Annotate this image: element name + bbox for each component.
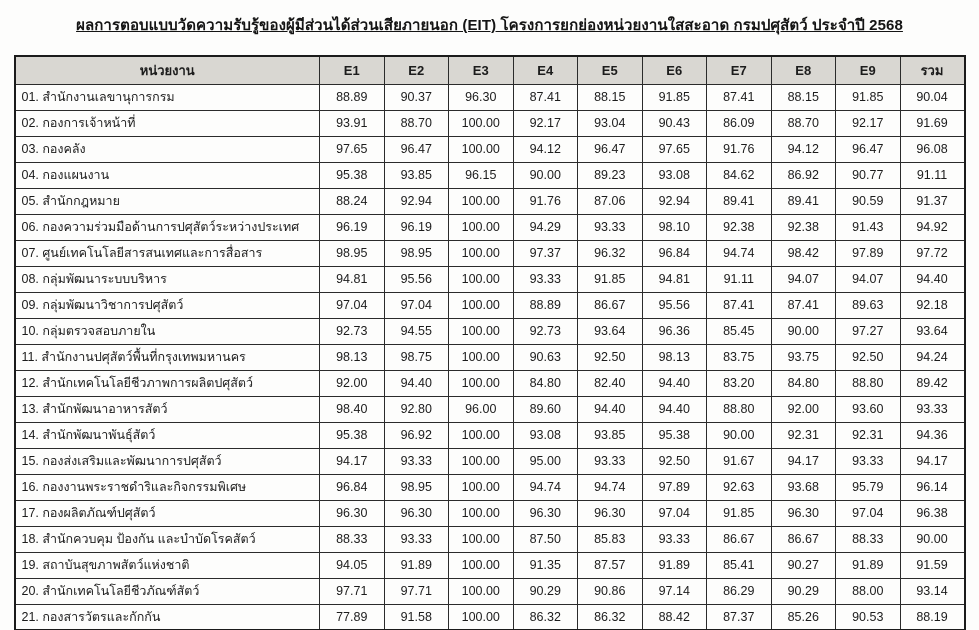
score-cell: 91.35 — [513, 552, 578, 578]
score-cell: 97.04 — [320, 292, 385, 318]
score-cell: 98.95 — [320, 240, 385, 266]
unit-name-cell: 21. กองสารวัตรและกักกัน — [15, 604, 320, 630]
table-header-row — [15, 56, 965, 84]
score-cell: 91.11 — [900, 162, 965, 188]
score-cell: 90.00 — [707, 422, 772, 448]
table-row — [15, 240, 965, 266]
score-cell: 86.67 — [707, 526, 772, 552]
score-cell: 88.42 — [642, 604, 707, 630]
score-cell: 93.33 — [836, 448, 901, 474]
unit-name-cell: 02. กองการเจ้าหน้าที่ — [15, 110, 320, 136]
score-cell: 91.85 — [707, 500, 772, 526]
score-cell: 87.37 — [707, 604, 772, 630]
score-cell: 100.00 — [449, 526, 514, 552]
table-row — [15, 526, 965, 552]
score-cell: 91.89 — [384, 552, 449, 578]
score-cell: 94.92 — [900, 214, 965, 240]
score-cell: 96.08 — [900, 136, 965, 162]
score-cell: 90.27 — [771, 552, 836, 578]
score-cell: 94.81 — [320, 266, 385, 292]
score-cell: 88.33 — [320, 526, 385, 552]
column-header-unit: หน่วยงาน — [15, 56, 320, 84]
score-cell: 100.00 — [449, 474, 514, 500]
score-cell: 91.37 — [900, 188, 965, 214]
score-cell: 93.91 — [320, 110, 385, 136]
score-cell: 94.74 — [513, 474, 578, 500]
score-cell: 100.00 — [449, 552, 514, 578]
unit-name-cell: 09. กลุ่มพัฒนาวิชาการปศุสัตว์ — [15, 292, 320, 318]
column-header-e8: E8 — [771, 56, 836, 84]
score-cell: 100.00 — [449, 240, 514, 266]
score-cell: 91.85 — [642, 84, 707, 110]
table-row — [15, 188, 965, 214]
score-cell: 97.37 — [513, 240, 578, 266]
score-cell: 84.80 — [513, 370, 578, 396]
score-cell: 96.47 — [836, 136, 901, 162]
score-cell: 91.59 — [900, 552, 965, 578]
score-cell: 96.14 — [900, 474, 965, 500]
score-cell: 91.89 — [642, 552, 707, 578]
score-cell: 84.62 — [707, 162, 772, 188]
score-cell: 88.89 — [513, 292, 578, 318]
score-cell: 96.15 — [449, 162, 514, 188]
column-header-e5: E5 — [578, 56, 643, 84]
score-cell: 88.89 — [320, 84, 385, 110]
score-cell: 90.00 — [513, 162, 578, 188]
score-cell: 86.92 — [771, 162, 836, 188]
score-cell: 95.79 — [836, 474, 901, 500]
score-cell: 85.41 — [707, 552, 772, 578]
score-cell: 94.24 — [900, 344, 965, 370]
score-cell: 88.80 — [707, 396, 772, 422]
score-cell: 90.00 — [900, 526, 965, 552]
column-header-e2: E2 — [384, 56, 449, 84]
score-cell: 91.67 — [707, 448, 772, 474]
score-cell: 90.29 — [513, 578, 578, 604]
score-cell: 94.07 — [836, 266, 901, 292]
score-cell: 97.65 — [642, 136, 707, 162]
score-cell: 96.36 — [642, 318, 707, 344]
table-row — [15, 136, 965, 162]
score-cell: 93.68 — [771, 474, 836, 500]
score-cell: 91.76 — [707, 136, 772, 162]
score-cell: 91.89 — [836, 552, 901, 578]
score-cell: 100.00 — [449, 110, 514, 136]
score-cell: 87.41 — [707, 84, 772, 110]
score-cell: 92.31 — [836, 422, 901, 448]
score-cell: 89.23 — [578, 162, 643, 188]
table-row — [15, 552, 965, 578]
table-row — [15, 396, 965, 422]
score-cell: 93.33 — [513, 266, 578, 292]
score-cell: 97.89 — [642, 474, 707, 500]
score-cell: 97.04 — [836, 500, 901, 526]
score-cell: 87.41 — [707, 292, 772, 318]
column-header-e9: E9 — [836, 56, 901, 84]
score-cell: 94.40 — [642, 396, 707, 422]
score-cell: 100.00 — [449, 266, 514, 292]
score-cell: 94.17 — [320, 448, 385, 474]
unit-name-cell: 13. สำนักพัฒนาอาหารสัตว์ — [15, 396, 320, 422]
score-cell: 95.38 — [642, 422, 707, 448]
score-cell: 93.08 — [642, 162, 707, 188]
unit-name-cell: 04. กองแผนงาน — [15, 162, 320, 188]
score-cell: 89.41 — [707, 188, 772, 214]
table-row — [15, 500, 965, 526]
score-cell: 90.00 — [771, 318, 836, 344]
score-cell: 94.12 — [513, 136, 578, 162]
score-cell: 98.95 — [384, 240, 449, 266]
score-cell: 93.75 — [771, 344, 836, 370]
score-cell: 94.40 — [578, 396, 643, 422]
score-cell: 86.32 — [513, 604, 578, 630]
column-header-e3: E3 — [449, 56, 514, 84]
score-cell: 91.85 — [578, 266, 643, 292]
column-header-e4: E4 — [513, 56, 578, 84]
score-cell: 100.00 — [449, 604, 514, 630]
score-cell: 94.36 — [900, 422, 965, 448]
unit-name-cell: 18. สำนักควบคุม ป้องกัน และบำบัดโรคสัตว์ — [15, 526, 320, 552]
score-cell: 89.63 — [836, 292, 901, 318]
score-cell: 93.33 — [578, 448, 643, 474]
score-cell: 96.00 — [449, 396, 514, 422]
score-cell: 86.67 — [578, 292, 643, 318]
score-cell: 95.38 — [320, 422, 385, 448]
score-cell: 97.89 — [836, 240, 901, 266]
score-cell: 96.30 — [578, 500, 643, 526]
column-header-total: รวม — [900, 56, 965, 84]
score-cell: 86.29 — [707, 578, 772, 604]
score-cell: 93.08 — [513, 422, 578, 448]
score-cell: 96.30 — [320, 500, 385, 526]
score-cell: 93.85 — [578, 422, 643, 448]
score-cell: 88.15 — [578, 84, 643, 110]
table-row — [15, 292, 965, 318]
score-cell: 96.30 — [449, 84, 514, 110]
score-cell: 88.19 — [900, 604, 965, 630]
score-cell: 100.00 — [449, 214, 514, 240]
score-cell: 96.30 — [513, 500, 578, 526]
score-cell: 100.00 — [449, 188, 514, 214]
unit-name-cell: 15. กองส่งเสริมและพัฒนาการปศุสัตว์ — [15, 448, 320, 474]
score-cell: 92.17 — [836, 110, 901, 136]
table-row — [15, 266, 965, 292]
score-cell: 98.10 — [642, 214, 707, 240]
score-cell: 96.38 — [900, 500, 965, 526]
score-cell: 96.30 — [771, 500, 836, 526]
score-cell: 95.00 — [513, 448, 578, 474]
score-cell: 100.00 — [449, 370, 514, 396]
score-cell: 95.38 — [320, 162, 385, 188]
score-cell: 100.00 — [449, 422, 514, 448]
score-cell: 95.56 — [642, 292, 707, 318]
score-cell: 98.95 — [384, 474, 449, 500]
score-cell: 100.00 — [449, 318, 514, 344]
score-cell: 92.18 — [900, 292, 965, 318]
page-title: ผลการตอบแบบวัดความรับรู้ของผู้มีส่วนได้ส่วนเสียภายนอก (EIT) โครงการยกย่องหน่วยงานใสสะอาด กรมปศุสัตว์ ประจำปี 2568 — [76, 17, 903, 34]
score-cell: 91.69 — [900, 110, 965, 136]
score-cell: 94.07 — [771, 266, 836, 292]
score-cell: 90.59 — [836, 188, 901, 214]
score-cell: 96.19 — [384, 214, 449, 240]
score-cell: 90.53 — [836, 604, 901, 630]
score-cell: 98.42 — [771, 240, 836, 266]
score-cell: 88.80 — [836, 370, 901, 396]
score-cell: 92.50 — [642, 448, 707, 474]
score-cell: 91.76 — [513, 188, 578, 214]
score-cell: 94.29 — [513, 214, 578, 240]
score-cell: 90.77 — [836, 162, 901, 188]
score-cell: 92.50 — [836, 344, 901, 370]
unit-name-cell: 07. ศูนย์เทคโนโลยีสารสนเทศและการสื่อสาร — [15, 240, 320, 266]
score-cell: 87.50 — [513, 526, 578, 552]
score-cell: 93.33 — [642, 526, 707, 552]
unit-name-cell: 14. สำนักพัฒนาพันธุ์สัตว์ — [15, 422, 320, 448]
unit-name-cell: 11. สำนักงานปศุสัตว์พื้นที่กรุงเทพมหานคร — [15, 344, 320, 370]
score-cell: 92.38 — [707, 214, 772, 240]
score-cell: 92.50 — [578, 344, 643, 370]
score-cell: 93.33 — [900, 396, 965, 422]
unit-name-cell: 01. สำนักงานเลขานุการกรม — [15, 84, 320, 110]
table-row — [15, 214, 965, 240]
score-cell: 87.41 — [513, 84, 578, 110]
score-cell: 92.17 — [513, 110, 578, 136]
score-cell: 100.00 — [449, 344, 514, 370]
unit-name-cell: 16. กองงานพระราชดำริและกิจกรรมพิเศษ — [15, 474, 320, 500]
score-cell: 92.00 — [771, 396, 836, 422]
table-row — [15, 578, 965, 604]
table-row — [15, 110, 965, 136]
score-cell: 88.15 — [771, 84, 836, 110]
score-cell: 100.00 — [449, 136, 514, 162]
score-cell: 93.64 — [578, 318, 643, 344]
score-cell: 77.89 — [320, 604, 385, 630]
unit-name-cell: 08. กลุ่มพัฒนาระบบบริหาร — [15, 266, 320, 292]
score-cell: 96.84 — [320, 474, 385, 500]
score-cell: 85.83 — [578, 526, 643, 552]
score-cell: 93.60 — [836, 396, 901, 422]
score-cell: 97.04 — [384, 292, 449, 318]
score-cell: 96.84 — [642, 240, 707, 266]
table-row — [15, 84, 965, 110]
score-cell: 83.20 — [707, 370, 772, 396]
score-cell: 89.42 — [900, 370, 965, 396]
score-cell: 94.05 — [320, 552, 385, 578]
score-cell: 83.75 — [707, 344, 772, 370]
score-cell: 100.00 — [449, 448, 514, 474]
score-cell: 97.14 — [642, 578, 707, 604]
unit-name-cell: 17. กองผลิตภัณฑ์ปศุสัตว์ — [15, 500, 320, 526]
score-cell: 97.65 — [320, 136, 385, 162]
score-cell: 92.00 — [320, 370, 385, 396]
score-cell: 90.86 — [578, 578, 643, 604]
score-cell: 94.17 — [900, 448, 965, 474]
score-cell: 97.71 — [384, 578, 449, 604]
score-cell: 88.00 — [836, 578, 901, 604]
score-cell: 95.56 — [384, 266, 449, 292]
unit-name-cell: 19. สถาบันสุขภาพสัตว์แห่งชาติ — [15, 552, 320, 578]
score-cell: 91.11 — [707, 266, 772, 292]
score-cell: 96.30 — [384, 500, 449, 526]
column-header-e1: E1 — [320, 56, 385, 84]
score-cell: 91.43 — [836, 214, 901, 240]
score-cell: 92.38 — [771, 214, 836, 240]
score-cell: 98.40 — [320, 396, 385, 422]
score-cell: 94.12 — [771, 136, 836, 162]
score-cell: 85.26 — [771, 604, 836, 630]
score-cell: 98.13 — [642, 344, 707, 370]
score-cell: 93.33 — [578, 214, 643, 240]
score-cell: 93.14 — [900, 578, 965, 604]
score-cell: 100.00 — [449, 578, 514, 604]
score-cell: 97.71 — [320, 578, 385, 604]
score-cell: 93.64 — [900, 318, 965, 344]
score-cell: 90.63 — [513, 344, 578, 370]
score-cell: 97.72 — [900, 240, 965, 266]
score-cell: 92.73 — [513, 318, 578, 344]
table-row — [15, 370, 965, 396]
unit-name-cell: 05. สำนักกฎหมาย — [15, 188, 320, 214]
score-cell: 85.45 — [707, 318, 772, 344]
unit-name-cell: 20. สำนักเทคโนโลยีชีวภัณฑ์สัตว์ — [15, 578, 320, 604]
table-row — [15, 474, 965, 500]
score-cell: 92.94 — [642, 188, 707, 214]
column-header-e6: E6 — [642, 56, 707, 84]
score-cell: 96.47 — [578, 136, 643, 162]
score-cell: 93.04 — [578, 110, 643, 136]
score-cell: 88.24 — [320, 188, 385, 214]
score-cell: 96.92 — [384, 422, 449, 448]
score-cell: 98.13 — [320, 344, 385, 370]
unit-name-cell: 12. สำนักเทคโนโลยีชีวภาพการผลิตปศุสัตว์ — [15, 370, 320, 396]
score-cell: 96.47 — [384, 136, 449, 162]
score-cell: 100.00 — [449, 500, 514, 526]
score-cell: 93.85 — [384, 162, 449, 188]
score-cell: 92.73 — [320, 318, 385, 344]
score-cell: 86.67 — [771, 526, 836, 552]
score-cell: 87.41 — [771, 292, 836, 318]
score-cell: 89.60 — [513, 396, 578, 422]
score-cell: 91.58 — [384, 604, 449, 630]
score-cell: 91.85 — [836, 84, 901, 110]
score-cell: 89.41 — [771, 188, 836, 214]
score-cell: 92.63 — [707, 474, 772, 500]
score-cell: 97.27 — [836, 318, 901, 344]
table-row — [15, 604, 965, 630]
score-cell: 90.37 — [384, 84, 449, 110]
score-cell: 82.40 — [578, 370, 643, 396]
score-cell: 90.29 — [771, 578, 836, 604]
score-cell: 97.04 — [642, 500, 707, 526]
unit-name-cell: 06. กองความร่วมมือด้านการปศุสัตว์ระหว่างประเทศ — [15, 214, 320, 240]
score-cell: 88.33 — [836, 526, 901, 552]
score-cell: 92.94 — [384, 188, 449, 214]
score-cell: 90.43 — [642, 110, 707, 136]
score-cell: 90.04 — [900, 84, 965, 110]
score-cell: 87.06 — [578, 188, 643, 214]
table-row — [15, 422, 965, 448]
score-cell: 96.19 — [320, 214, 385, 240]
score-cell: 94.17 — [771, 448, 836, 474]
score-cell: 98.75 — [384, 344, 449, 370]
score-cell: 94.74 — [707, 240, 772, 266]
column-header-e7: E7 — [707, 56, 772, 84]
table-row — [15, 162, 965, 188]
unit-name-cell: 10. กลุ่มตรวจสอบภายใน — [15, 318, 320, 344]
score-cell: 88.70 — [384, 110, 449, 136]
score-cell: 94.81 — [642, 266, 707, 292]
score-cell: 94.55 — [384, 318, 449, 344]
table-row — [15, 344, 965, 370]
score-cell: 94.40 — [900, 266, 965, 292]
score-cell: 92.31 — [771, 422, 836, 448]
score-cell: 96.32 — [578, 240, 643, 266]
score-cell: 93.33 — [384, 526, 449, 552]
score-cell: 88.70 — [771, 110, 836, 136]
table-row — [15, 448, 965, 474]
score-cell: 94.40 — [384, 370, 449, 396]
score-cell: 87.57 — [578, 552, 643, 578]
score-cell: 94.40 — [642, 370, 707, 396]
score-cell: 84.80 — [771, 370, 836, 396]
score-cell: 86.32 — [578, 604, 643, 630]
table-row — [15, 318, 965, 344]
score-cell: 93.33 — [384, 448, 449, 474]
score-cell: 94.74 — [578, 474, 643, 500]
eit-results-table — [14, 55, 966, 630]
score-cell: 86.09 — [707, 110, 772, 136]
unit-name-cell: 03. กองคลัง — [15, 136, 320, 162]
table-body — [15, 84, 965, 630]
score-cell: 100.00 — [449, 292, 514, 318]
score-cell: 92.80 — [384, 396, 449, 422]
